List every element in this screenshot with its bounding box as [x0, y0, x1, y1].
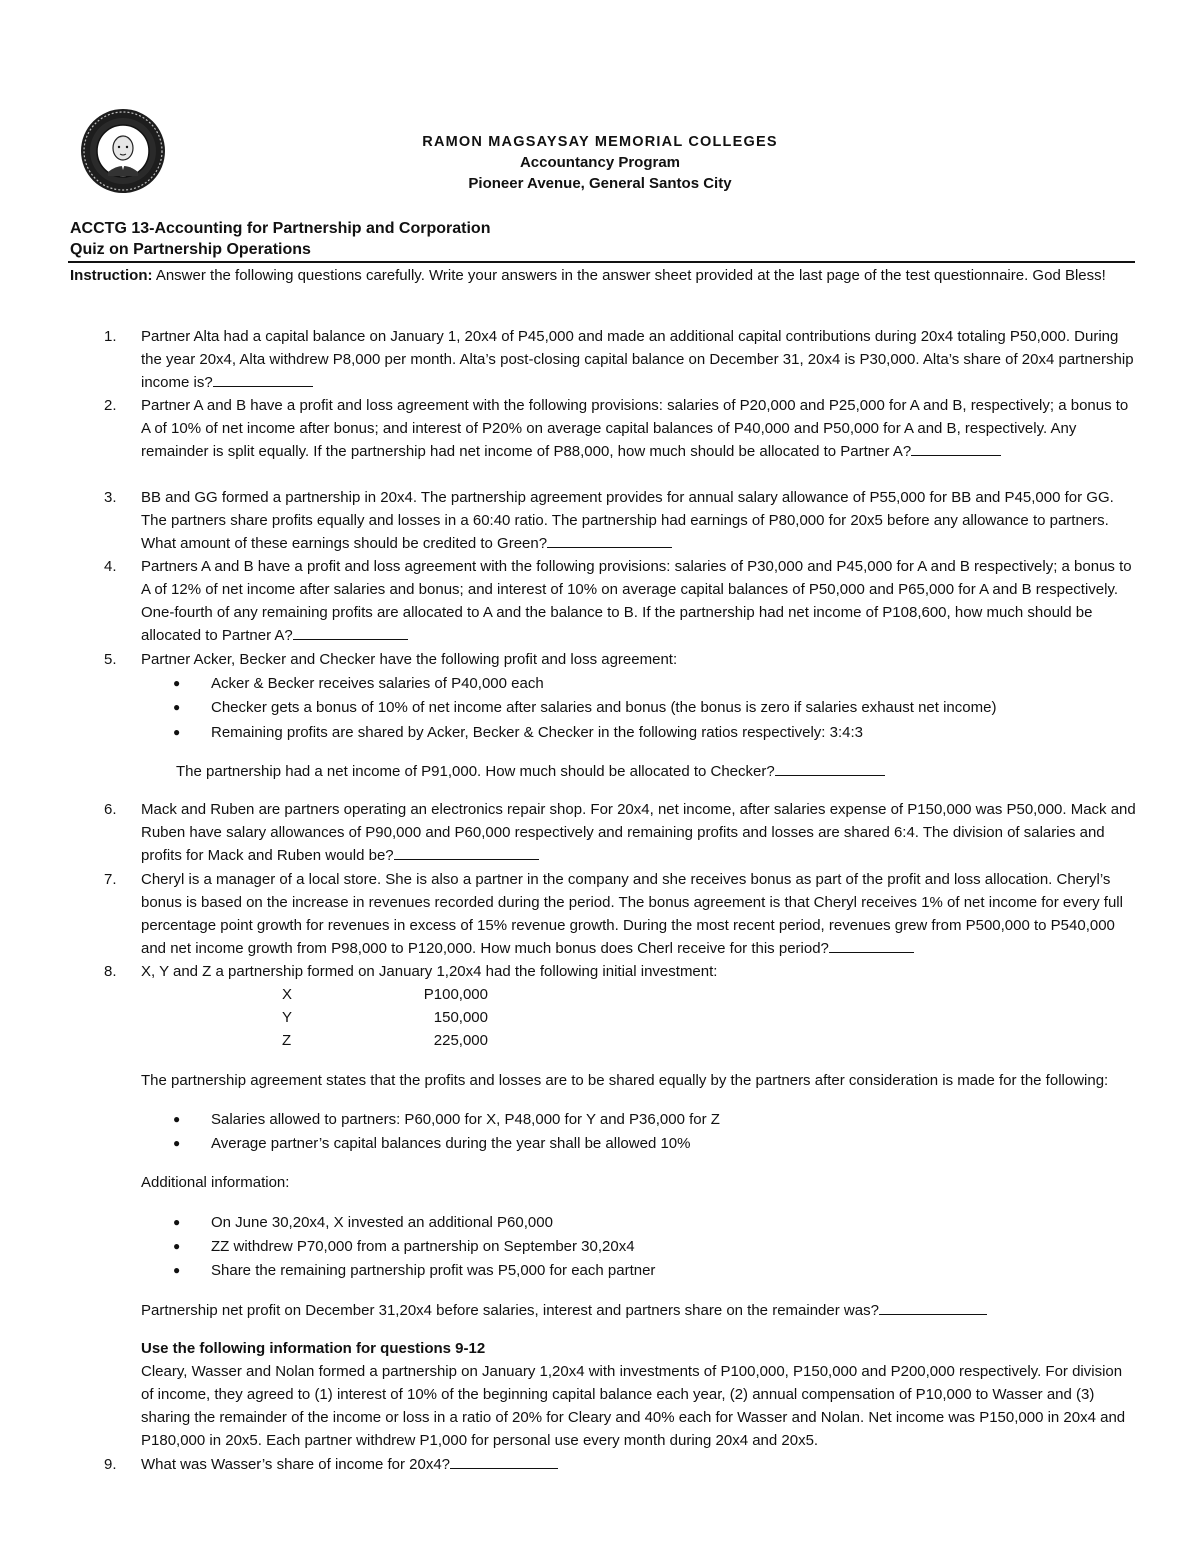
question-number: 6. [104, 801, 117, 818]
question-text: What was Wasser’s share of income for 20x4? [141, 1456, 451, 1473]
group-heading: Use the following information for questions 9-12 [141, 1340, 486, 1357]
course-title: ACCTG 13-Accounting for Partnership and Corporation [70, 220, 491, 237]
question-number: 4. [104, 558, 117, 575]
bullet-icon: ● [173, 1239, 181, 1253]
document-header [0, 132, 1200, 194]
group-text: Cleary, Wasser and Nolan formed a partnership on January 1,20x4 with investments of P100,000, P150,000 and P200,000 respectively. For division of income, they agreed to (1) interest of 10% of the beginning capital balance each year, (2) annual compensation of P10,000 to Wasser and (3) sharing the remainder of the income or loss in a ratio of 20% for Cleary and 40% each for Wasser and Nolan. Net income was P150,000 in 20x4 and P180,000 in 20x5. Each partner withdrew P1,000 for personal use every month during 20x4 and 20x5. [141, 1363, 1126, 1449]
question-text: Partners A and B have a profit and loss agreement with the following provisions: salaries of P30,000 and P45,000 for A and B respectively; a bonus to A of 12% of net income after salaries and bonus; and interest of 10% on average capital balances of P50,000 and P65,000 for A and B respectively. One-fourth of any remaining profits are allocated to A and the balance to B. If the partnership had net income of P108,600, how much should be allocated to Partner A? [141, 558, 1132, 644]
partner-investment: 225,000 [433, 1032, 488, 1049]
q5-question: The partnership had a net income of P91,000. How much should be allocated to Checker? [176, 760, 1136, 783]
answer-blank [829, 938, 914, 953]
question-text: Cheryl is a manager of a local store. She is also a partner in the company and she receives bonus as part of the profit and loss allocation. Cheryl’s bonus is based on the increase in revenues recorded during the period. The bonus agreement is that Cheryl receives 1% of net income for every full percentage point growth for revenues in excess of 15% revenue growth. During the most recent period, revenues grew from P500,000 to P540,000 and net income growth from P98,000 to P120,000. How much bonus does Cherl receive for this period? [141, 871, 1123, 957]
question-number: 8. [104, 963, 117, 980]
instruction-label: Instruction: [70, 267, 153, 284]
partner-investment: 150,000 [433, 1009, 488, 1026]
answer-blank [911, 441, 1001, 456]
bullet-icon: ● [173, 1136, 181, 1150]
partner-name: Z [282, 1032, 292, 1049]
question-text: Mack and Ruben are partners operating an electronics repair shop. For 20x4, net income, after salaries expense of P150,000 was P50,000. Mack and Ruben have salary allowances of P90,000 and P60,000 respectively and remaining profits and losses are shared 6:4. The division of salaries and profits for Mack and Ruben would be? [141, 801, 1136, 864]
question-number: 7. [104, 871, 117, 888]
question-number: 5. [104, 651, 117, 668]
bullet-icon: ● [173, 676, 181, 690]
instruction [70, 266, 1106, 286]
q8-question: Partnership net profit on December 31,20x4 before salaries, interest and partners share on the remainder was? [141, 1299, 1136, 1322]
question-number: 9. [104, 1456, 117, 1473]
question-text: X, Y and Z a partnership formed on January 1,20x4 had the following initial investment: [141, 963, 718, 980]
answer-blank [450, 1454, 558, 1469]
bullet-icon: ● [173, 1215, 181, 1229]
course-info [70, 218, 490, 260]
bullet-icon: ● [173, 700, 181, 714]
quiz-title: Quiz on Partnership Operations [70, 241, 311, 258]
header-divider [68, 261, 1135, 263]
bullet-icon: ● [173, 1112, 181, 1126]
answer-blank [394, 845, 539, 860]
question-text: BB and GG formed a partnership in 20x4. The partnership agreement provides for annual salary allowance of P55,000 for BB and P45,000 for GG. The partners share profits equally and losses in a 60:40 ratio. The partnership had earnings of P80,000 for 20x5 before any allowance to partners. What amount of these earnings should be credited to Green? [141, 489, 1114, 552]
q8-additional-label: Additional information: [141, 1174, 290, 1191]
bullet-icon: ● [173, 725, 181, 739]
partner-name: Y [282, 1009, 293, 1026]
instruction-text: Answer the following questions carefully. Write your answers in the answer sheet provided at the last page of the test questionnaire. God Bless! [152, 267, 1106, 284]
partner-name: X [282, 986, 293, 1003]
school-address: Pioneer Avenue, General Santos City [468, 175, 732, 192]
answer-blank [293, 625, 408, 640]
answer-blank [879, 1300, 987, 1315]
school-name: RAMON MAGSAYSAY MEMORIAL COLLEGES [422, 134, 778, 150]
answer-blank [213, 372, 313, 387]
question-text: Partner A and B have a profit and loss agreement with the following provisions: salaries of P20,000 and P25,000 for A and B, respectively; a bonus to A of 10% of net income after bonus; and interest of P20% on average capital balances of P40,000 and P50,000 for A and B, respectively. Any remainder is split equally. If the partnership had net income of P88,000, how much should be allocated to Partner A? [141, 397, 1129, 460]
answer-blank [775, 761, 885, 776]
q8-agreement: The partnership agreement states that the profits and losses are to be shared equally by the partners after consideration is made for the following: [141, 1072, 1109, 1089]
question-number: 3. [104, 489, 117, 506]
question-text: Partner Alta had a capital balance on January 1, 20x4 of P45,000 and made an additional capital contributions during 20x4 totaling P50,000. During the year 20x4, Alta withdrew P8,000 per month. Alta’s post-closing capital balance on December 31, 20x4 is P30,000. Alta’s share of 20x4 partnership income is? [141, 328, 1134, 391]
question-number: 1. [104, 328, 117, 345]
program-name: Accountancy Program [519, 154, 681, 171]
partner-investment: P100,000 [423, 986, 488, 1003]
answer-blank [547, 533, 672, 548]
question-number: 2. [104, 397, 117, 414]
bullet-icon: ● [173, 1263, 181, 1277]
question-text: Partner Acker, Becker and Checker have the following profit and loss agreement: [141, 651, 678, 668]
